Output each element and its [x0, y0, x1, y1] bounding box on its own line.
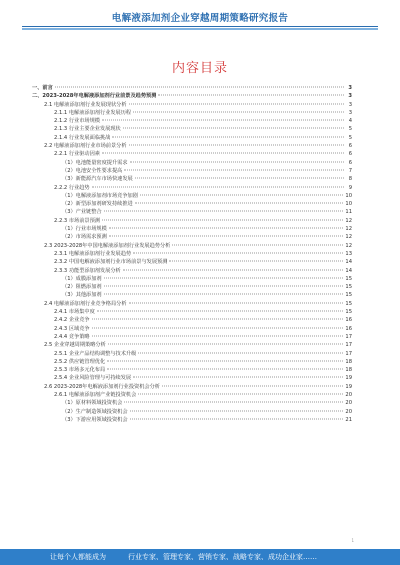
toc-dot-leader: [104, 294, 344, 295]
toc-dot-leader: [124, 402, 343, 403]
toc-entry-page: 15: [345, 275, 352, 282]
toc-dot-leader: [130, 161, 344, 162]
toc-entry[interactable]: [32, 383, 352, 391]
toc-entry[interactable]: [32, 159, 352, 167]
toc-entry-title: （3）下游应用领域投资机会: [62, 416, 128, 423]
toc-entry-title: 2.1.3 行业主要企业发展现状: [54, 126, 121, 133]
toc-entry[interactable]: [32, 291, 352, 299]
toc-dot-leader: [107, 360, 343, 361]
toc-entry-page: 7: [348, 167, 352, 174]
toc-entry-title: 2.5.3 市场多元化布局: [54, 367, 106, 374]
toc-entry[interactable]: [32, 283, 352, 291]
toc-entry-title: 2.4 电解液添加剂行业竞争格局分析: [44, 300, 127, 307]
table-of-contents: [32, 84, 352, 424]
toc-entry-title: 二、2023-2028年电解液添加剂行业前景及趋势预测: [32, 93, 157, 100]
toc-entry-page: 21: [345, 416, 352, 423]
toc-dot-leader: [109, 236, 344, 237]
toc-dot-leader: [104, 211, 344, 212]
toc-dot-leader: [104, 277, 344, 278]
toc-entry-page: 16: [345, 325, 352, 332]
toc-entry[interactable]: [32, 200, 352, 208]
toc-entry[interactable]: [32, 184, 352, 192]
toc-dot-leader: [124, 169, 344, 170]
toc-entry-page: 17: [345, 333, 352, 340]
footer-slogan-left: 让每个人都能成为: [50, 553, 106, 561]
toc-dot-leader: [135, 203, 344, 204]
toc-entry[interactable]: [32, 366, 352, 374]
toc-entry-title: 2.5.4 企业风险管理与可持续发展: [54, 375, 132, 382]
toc-entry-page: 16: [345, 317, 352, 324]
toc-entry-page: 8: [348, 176, 352, 183]
report-title: 电解液添加剂企业穿越周期策略研究报告: [111, 13, 289, 24]
toc-entry-title: 2.4.1 市场集中度: [54, 309, 95, 316]
toc-entry-page: 3: [348, 93, 352, 100]
footer-slogan-right: 行业专家、管理专家、营销专家、战略专家、成功企业家……: [128, 553, 317, 561]
toc-entry-page: 11: [345, 209, 352, 216]
toc-dot-leader: [97, 311, 344, 312]
header-stripe: [22, 28, 378, 30]
toc-entry-page: 10: [345, 201, 352, 208]
toc-entry[interactable]: [32, 399, 352, 407]
toc-entry-page: 5: [348, 134, 352, 141]
toc-entry[interactable]: [32, 341, 352, 349]
toc-entry-title: （3）产业链整合: [62, 209, 102, 216]
toc-entry-title: （2）生产制造领域投资机会: [62, 408, 128, 415]
toc-entry-title: 2.1.1 电解液添加剂行业发展历程: [54, 109, 132, 116]
toc-entry-page: 19: [345, 383, 352, 390]
toc-dot-leader: [133, 252, 343, 253]
toc-entry-title: （2）市场需求预测: [62, 234, 107, 241]
toc-entry-page: 19: [345, 375, 352, 382]
toc-entry[interactable]: [32, 167, 352, 175]
page-number: 1: [351, 538, 354, 543]
toc-entry-page: 20: [345, 400, 352, 407]
toc-entry-page: 12: [345, 226, 352, 233]
toc-entry[interactable]: [32, 101, 352, 109]
toc-entry[interactable]: [32, 84, 352, 92]
toc-entry-page: 12: [345, 234, 352, 241]
toc-dot-leader: [140, 194, 343, 195]
toc-entry-title: 2.3.3 功能型添加剂发展分析: [54, 267, 121, 274]
toc-entry-page: 15: [345, 292, 352, 299]
toc-entry[interactable]: [32, 117, 352, 125]
toc-entry-page: 3: [348, 101, 352, 108]
toc-entry-page: 15: [345, 309, 352, 316]
toc-dot-leader: [55, 87, 344, 88]
toc-entry[interactable]: [32, 275, 352, 283]
toc-entry-page: 18: [345, 358, 352, 365]
toc-entry[interactable]: [32, 333, 352, 341]
toc-entry[interactable]: [32, 217, 352, 225]
toc-entry[interactable]: [32, 250, 352, 258]
toc-entry-page: 20: [345, 391, 352, 398]
header-rule: [22, 26, 378, 27]
toc-entry[interactable]: [32, 416, 352, 424]
toc-entry[interactable]: [32, 358, 352, 366]
toc-entry[interactable]: [32, 109, 352, 117]
toc-entry-title: （1）行业市场规模: [62, 226, 107, 233]
toc-dot-leader: [172, 244, 343, 245]
toc-entry-title: （2）新型添加剂研发持续推进: [62, 201, 133, 208]
footer-bar: [0, 549, 400, 565]
toc-dot-leader: [108, 344, 344, 345]
toc-entry-page: 6: [348, 151, 352, 158]
toc-entry-page: 14: [345, 267, 352, 274]
report-header: [0, 0, 400, 34]
toc-entry[interactable]: [32, 225, 352, 233]
toc-entry-page: 13: [345, 250, 352, 257]
toc-entry-page: 9: [348, 184, 352, 191]
toc-entry[interactable]: [32, 142, 352, 150]
toc-entry-page: 3: [348, 109, 352, 116]
toc-dot-leader: [129, 103, 344, 104]
toc-heading: 内容目录: [171, 61, 228, 76]
toc-entry-title: 2.6.1 电解液添加剂产业链投资机会: [54, 391, 137, 398]
toc-entry[interactable]: [32, 308, 352, 316]
toc-dot-leader: [133, 377, 343, 378]
toc-dot-leader: [169, 261, 343, 262]
toc-entry[interactable]: [32, 192, 352, 200]
toc-dot-leader: [135, 178, 344, 179]
toc-entry[interactable]: [32, 242, 352, 250]
toc-entry-title: 2.1 电解液添加剂行业发展现状分析: [44, 101, 127, 108]
toc-dot-leader: [112, 136, 344, 137]
toc-entry-title: 2.1.4 行业发展面临挑战: [54, 134, 111, 141]
toc-entry[interactable]: [32, 408, 352, 416]
toc-entry-title: 2.1.2 行业市场规模: [54, 118, 100, 125]
toc-entry-title: 2.2.1 行业驱动因素: [54, 151, 100, 158]
toc-entry-title: （1）电池能量密度提升需求: [62, 159, 128, 166]
toc-dot-leader: [133, 111, 344, 112]
toc-entry[interactable]: [32, 300, 352, 308]
toc-entry-page: 20: [345, 408, 352, 415]
toc-entry-title: 2.4.3 区域竞争: [54, 325, 90, 332]
toc-dot-leader: [138, 352, 343, 353]
toc-entry-page: 4: [348, 118, 352, 125]
toc-entry-title: 2.6 2023-2028年电解液添加剂行业投资机会分析: [44, 383, 160, 390]
toc-dot-leader: [102, 219, 343, 220]
toc-entry-page: 17: [345, 350, 352, 357]
toc-entry-page: 14: [345, 259, 352, 266]
toc-entry-title: 2.5 企业穿越周期策略分析: [44, 342, 106, 349]
toc-dot-leader: [138, 393, 343, 394]
toc-entry-title: 2.4.2 企业竞争: [54, 317, 90, 324]
toc-entry-title: 2.5.2 供应链管理优化: [54, 358, 106, 365]
toc-entry-page: 15: [345, 284, 352, 291]
toc-dot-leader: [107, 369, 343, 370]
toc-entry-page: 12: [345, 242, 352, 249]
toc-dot-leader: [92, 327, 344, 328]
toc-entry-page: 18: [345, 367, 352, 374]
toc-entry-page: 15: [345, 300, 352, 307]
toc-entry[interactable]: [32, 150, 352, 158]
toc-dot-leader: [129, 302, 344, 303]
toc-dot-leader: [158, 95, 344, 96]
toc-entry[interactable]: [32, 125, 352, 133]
toc-dot-leader: [104, 286, 344, 287]
toc-entry-title: 2.3 2023-2028年中国电解液添加剂行业发展趋势分析: [44, 242, 171, 249]
toc-entry-page: 6: [348, 159, 352, 166]
toc-dot-leader: [102, 120, 344, 121]
toc-entry[interactable]: [32, 258, 352, 266]
toc-dot-leader: [162, 385, 343, 386]
toc-dot-leader: [129, 145, 344, 146]
toc-entry-title: （1）成膜添加剂: [62, 275, 102, 282]
toc-entry-title: （1）原材料领域投资机会: [62, 400, 123, 407]
toc-entry-title: 2.3.2 中国电解液添加剂行业市场前景与发展预测: [54, 259, 168, 266]
toc-entry-title: 2.3.1 电解液添加剂行业发展趋势: [54, 250, 132, 257]
toc-dot-leader: [130, 410, 344, 411]
toc-entry[interactable]: [32, 134, 352, 142]
toc-entry[interactable]: [32, 233, 352, 241]
toc-entry[interactable]: [32, 267, 352, 275]
toc-dot-leader: [130, 418, 344, 419]
toc-entry-page: 6: [348, 143, 352, 150]
toc-entry-title: 2.2.3 市场前景预测: [54, 217, 100, 224]
toc-entry[interactable]: [32, 92, 352, 100]
toc-entry-title: 2.2.2 行业趋势: [54, 184, 90, 191]
toc-entry-page: 3: [348, 85, 352, 91]
toc-dot-leader: [92, 319, 344, 320]
toc-entry[interactable]: [32, 391, 352, 399]
toc-entry[interactable]: [32, 374, 352, 382]
toc-dot-leader: [102, 153, 344, 154]
toc-dot-leader: [123, 269, 344, 270]
toc-entry-page: 10: [345, 192, 352, 199]
toc-entry-title: 2.2 电解液添加剂行业市场前景分析: [44, 143, 127, 150]
toc-entry-title: 2.4.4 竞争策略: [54, 333, 90, 340]
toc-entry-page: 17: [345, 342, 352, 349]
toc-entry-page: 12: [345, 217, 352, 224]
toc-entry-title: （3）新能源汽车市场快速发展: [62, 176, 133, 183]
toc-dot-leader: [109, 228, 344, 229]
toc-entry[interactable]: [32, 175, 352, 183]
toc-entry-title: （2）电池安全性要求提高: [62, 167, 123, 174]
toc-entry[interactable]: [32, 350, 352, 358]
toc-dot-leader: [92, 186, 344, 187]
toc-dot-leader: [123, 128, 344, 129]
toc-entry[interactable]: [32, 325, 352, 333]
toc-dot-leader: [92, 335, 344, 336]
toc-entry-title: 一、前言: [32, 85, 53, 91]
toc-entry[interactable]: [32, 208, 352, 216]
toc-entry-title: （1）电解液添加剂市场竞争加剧: [62, 192, 138, 199]
toc-entry-title: （2）阻燃添加剂: [62, 284, 102, 291]
toc-entry[interactable]: [32, 316, 352, 324]
toc-entry-page: 5: [348, 126, 352, 133]
toc-entry-title: 2.5.1 企业产品结构调整与技术升级: [54, 350, 137, 357]
toc-entry-title: （3）其他添加剂: [62, 292, 102, 299]
